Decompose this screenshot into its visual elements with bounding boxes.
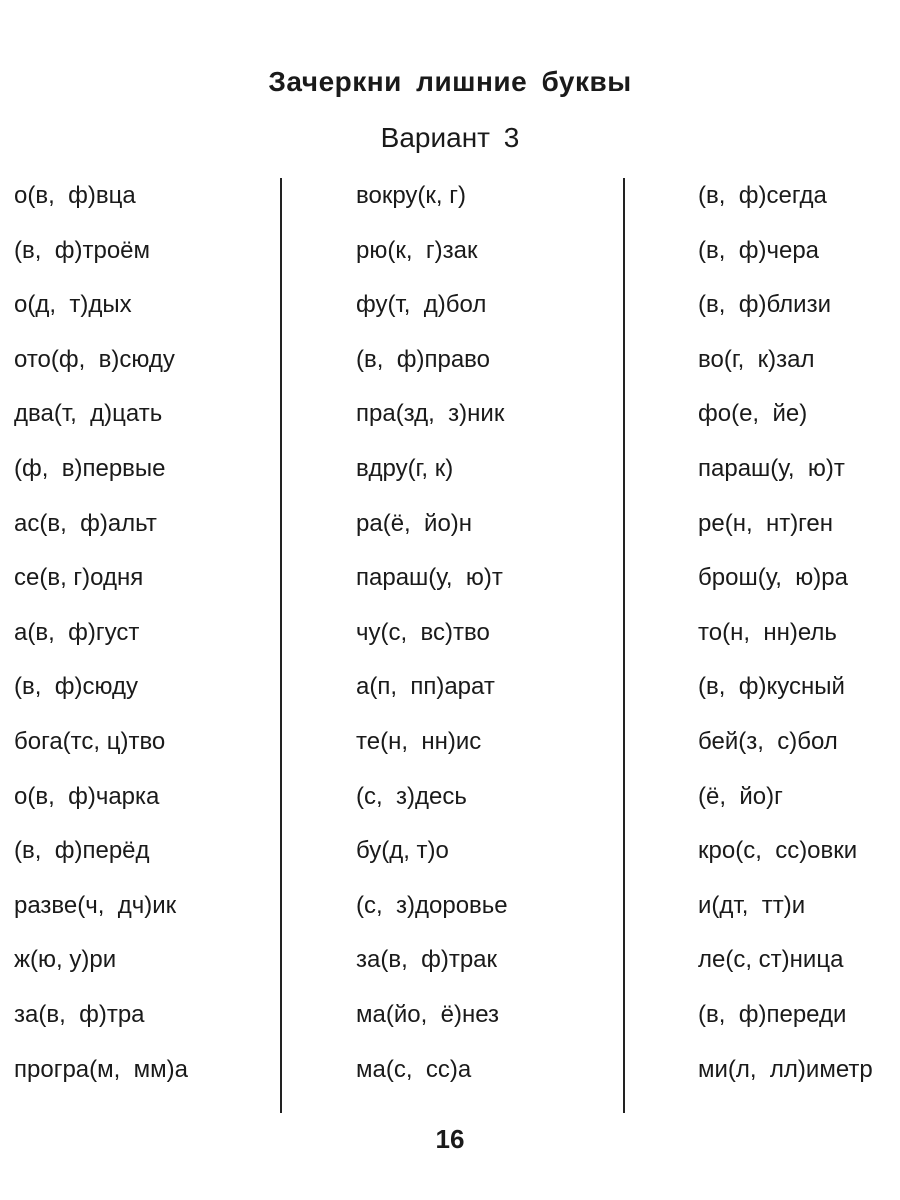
word-item: ле(с, ст)ница <box>698 946 844 974</box>
word-item: ото(ф, в)сюду <box>14 345 175 373</box>
word-item: (в, ф)кусный <box>698 673 845 701</box>
word-item: ас(в, ф)альт <box>14 509 157 537</box>
word-column-2 <box>356 178 508 1106</box>
word-item: (в, ф)перёд <box>14 837 150 865</box>
word-item: за(в, ф)трак <box>356 946 498 974</box>
word-item: ре(н, нт)ген <box>698 509 834 537</box>
word-item: те(н, нн)ис <box>356 727 482 755</box>
word-item: (в, ф)чера <box>698 236 820 264</box>
word-item: бу(д, т)о <box>356 837 449 865</box>
word-columns <box>0 178 900 1113</box>
word-item: (с, з)доровье <box>356 891 508 919</box>
word-item: и(дт, тт)и <box>698 891 806 919</box>
word-item: то(н, нн)ель <box>698 618 837 646</box>
word-item: (с, з)десь <box>356 782 467 810</box>
word-item: во(г, к)зал <box>698 345 815 373</box>
word-item: фо(е, йе) <box>698 400 808 428</box>
page-title: Зачеркни лишние буквы <box>268 66 632 97</box>
word-item: вокру(к, г) <box>356 182 466 209</box>
word-item: рю(к, г)зак <box>356 236 478 264</box>
word-item: разве(ч, дч)ик <box>14 891 177 919</box>
word-item: пра(зд, з)ник <box>356 400 505 428</box>
word-item: ма(йо, ё)нез <box>356 1000 500 1028</box>
word-item: програ(м, мм)а <box>14 1055 188 1083</box>
word-item: о(в, ф)чарка <box>14 782 160 810</box>
word-item: вдру(г, к) <box>356 454 454 482</box>
word-item: брош(у, ю)ра <box>698 564 848 592</box>
word-item: ра(ё, йо)н <box>356 509 473 537</box>
column-divider <box>280 178 282 1113</box>
word-item: се(в, г)одня <box>14 564 144 592</box>
word-item: ми(л, лл)иметр <box>698 1055 873 1083</box>
word-item: о(д, т)дых <box>14 291 132 319</box>
word-item: (ё, йо)г <box>698 782 783 810</box>
word-item: чу(с, вс)тво <box>356 618 490 646</box>
word-item: а(в, ф)густ <box>14 618 140 646</box>
word-item: бей(з, с)бол <box>698 727 838 755</box>
word-item: (в, ф)сюду <box>14 673 138 701</box>
word-item: параш(у, ю)т <box>356 564 503 592</box>
word-item: (ф, в)первые <box>14 454 166 482</box>
word-item: параш(у, ю)т <box>698 454 845 482</box>
word-item: (в, ф)сегда <box>698 182 827 209</box>
word-item: а(п, пп)арат <box>356 673 495 701</box>
word-item: за(в, ф)тра <box>14 1000 145 1028</box>
word-item: ма(с, сс)а <box>356 1055 472 1083</box>
word-column-3 <box>698 178 873 1106</box>
column-divider <box>623 178 625 1113</box>
word-item: (в, ф)переди <box>698 1000 847 1028</box>
variant-subtitle: Вариант 3 <box>380 122 520 153</box>
word-item: кро(с, сс)овки <box>698 837 858 865</box>
word-item: (в, ф)право <box>356 345 491 373</box>
word-item: о(в, ф)вца <box>14 182 136 209</box>
word-item: фу(т, д)бол <box>356 291 487 319</box>
word-item: бога(тс, ц)тво <box>14 727 166 755</box>
page-number: 16 <box>435 1124 465 1154</box>
word-column-1 <box>14 178 188 1106</box>
word-item: (в, ф)троём <box>14 236 151 264</box>
word-item: два(т, д)цать <box>14 400 163 428</box>
word-item: ж(ю, у)ри <box>14 946 117 974</box>
word-item: (в, ф)близи <box>698 291 831 319</box>
